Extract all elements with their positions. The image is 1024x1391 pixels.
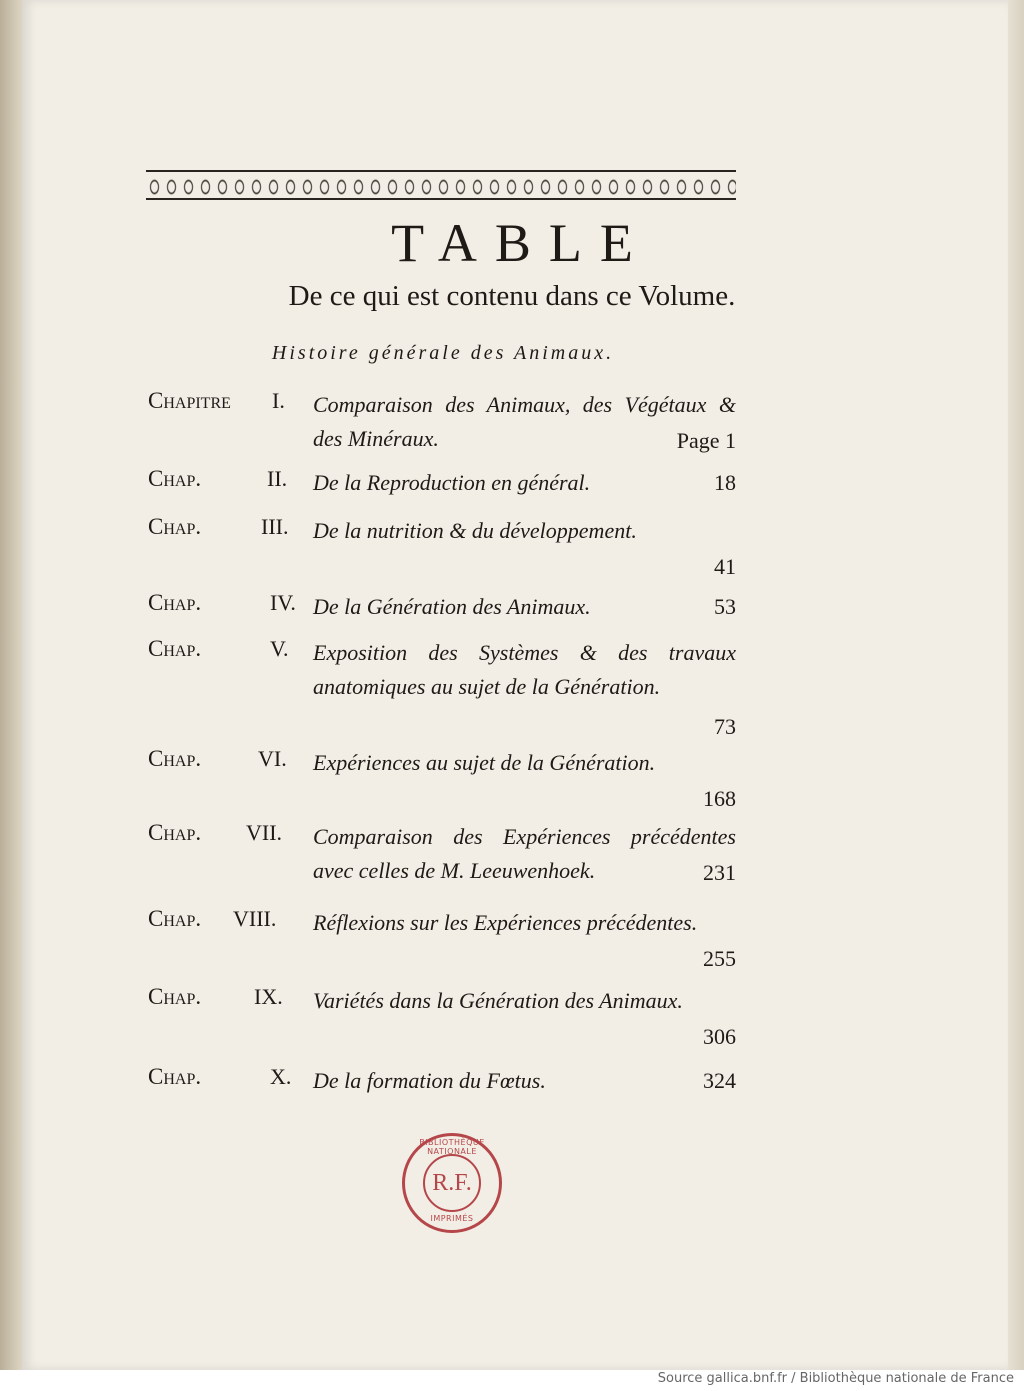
chapter-label: Chap.	[148, 1064, 202, 1089]
source-credit: Source gallica.bnf.fr / Bibliothèque nationale de France	[657, 1371, 1014, 1386]
chapter-title: Comparaison des Expériences précédentes avec celles de M. Leeuwenhoek.	[313, 824, 736, 883]
chapter-number: VII.	[246, 820, 283, 845]
chapter-label: Chap.	[148, 636, 202, 661]
chapter-number: II.	[267, 466, 288, 491]
chapter-label: Chap.	[148, 984, 202, 1009]
toc-entry	[148, 466, 736, 502]
chapter-label: Chap.	[148, 590, 202, 615]
toc-entry	[148, 1064, 736, 1100]
chapter-title: Exposition des Systèmes & des travaux anatomiques au sujet de la Génération.	[313, 640, 736, 699]
page-subtitle: De ce qui est contenu dans ce Volume.	[288, 280, 736, 312]
chapter-page: 18	[714, 470, 736, 495]
chapter-page: 168	[703, 786, 736, 811]
page-edge	[1008, 0, 1024, 1370]
chapter-page: 41	[714, 554, 736, 579]
chapter-page: 324	[703, 1068, 736, 1093]
toc-entry	[148, 746, 736, 816]
stamp-top-text: BIBLIOTHÈQUE NATIONALE	[419, 1138, 485, 1156]
page-title: TABLE	[391, 213, 651, 273]
chapter-number: III.	[261, 514, 289, 539]
chapter-title: Expériences au sujet de la Génération.	[313, 750, 656, 775]
chapter-page: 255	[703, 946, 736, 971]
chapter-page: 53	[714, 594, 736, 619]
chapter-number: I.	[272, 388, 285, 413]
chapter-number: VI.	[258, 746, 287, 771]
toc-entry	[148, 984, 736, 1054]
chapter-number: V.	[270, 636, 289, 661]
library-stamp	[402, 1133, 502, 1233]
chapter-label: Chap.	[148, 820, 202, 845]
chapter-label: Chap.	[148, 514, 202, 539]
stamp-bottom-text: IMPRIMÉS	[430, 1214, 474, 1223]
chapter-label: Chap.	[148, 466, 202, 491]
decorative-border-ornament	[146, 170, 736, 200]
chapter-number: IV.	[270, 590, 296, 615]
chapter-title: Comparaison des Animaux, des Végétaux & des Minéraux.	[313, 392, 736, 451]
chapter-page: Page 1	[676, 428, 736, 453]
toc-entry	[148, 388, 736, 458]
chapter-number: X.	[270, 1064, 292, 1089]
section-heading: Histoire générale des Animaux.	[271, 342, 615, 364]
toc-entry	[148, 590, 736, 626]
chapter-title: De la Reproduction en général.	[313, 470, 591, 495]
chapter-label: Chap.	[148, 906, 202, 931]
chapter-title: De la Génération des Animaux.	[313, 594, 591, 619]
chapter-label: Chap.	[148, 746, 202, 771]
chapter-page: 231	[703, 860, 736, 885]
chapter-number: VIII.	[233, 906, 277, 931]
toc-entry	[148, 820, 736, 890]
chapter-number: IX.	[254, 984, 283, 1009]
chapter-title: Variétés dans la Génération des Animaux.	[313, 988, 683, 1013]
chapter-title: De la nutrition & du développement.	[313, 518, 637, 543]
chapter-title: De la formation du Fœtus.	[313, 1068, 546, 1093]
chapter-page: 306	[703, 1024, 736, 1049]
toc-entry	[148, 906, 736, 976]
chapter-page: 73	[714, 714, 736, 739]
stamp-center-text: R.F.	[423, 1154, 481, 1212]
toc-entry	[148, 636, 736, 740]
chapter-title: Réflexions sur les Expériences précédentes.	[313, 910, 698, 935]
chapter-label: Chapitre	[148, 388, 231, 413]
toc-entry	[148, 514, 736, 584]
book-binding-edge	[0, 0, 22, 1391]
